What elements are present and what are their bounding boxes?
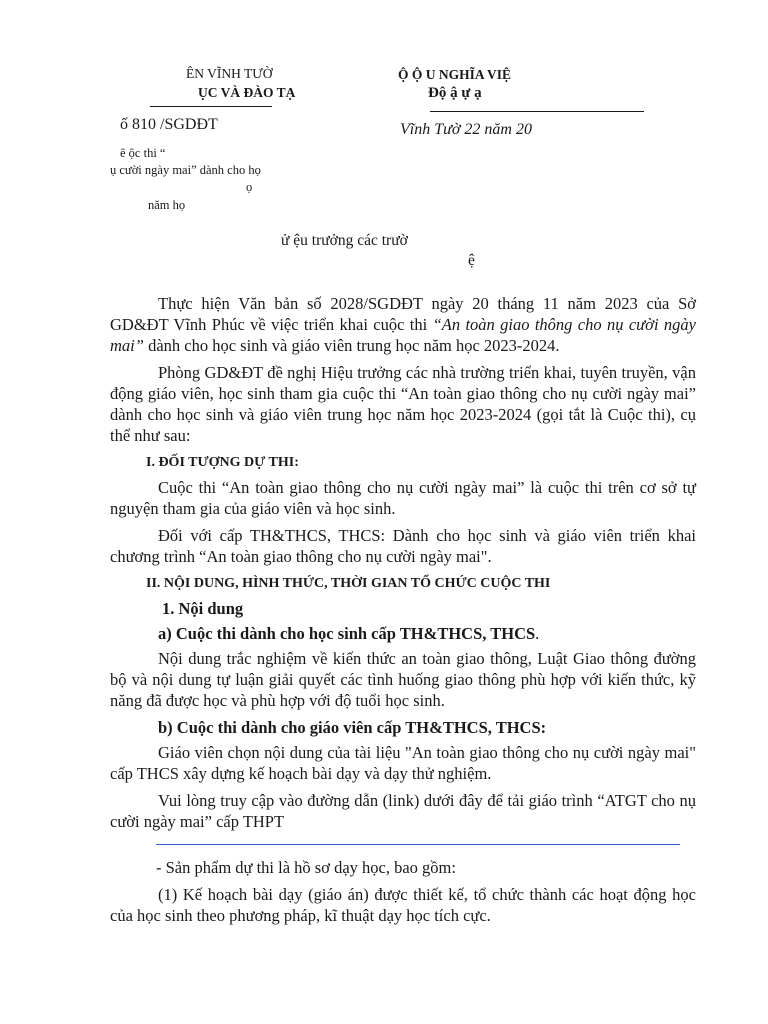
issuing-authority: ÊN VĨNH TƯỜ	[186, 66, 273, 81]
paragraph-lesson-plan: (1) Kế hoạch bài dạy (giáo án) được thiết kế, tổ chức thành các hoạt động học của học sinh theo phương pháp, kĩ thuật dạy học tích cực.	[110, 885, 696, 925]
subsection-a-title	[110, 623, 696, 644]
intro-text: Thực hiện Văn bản số 2028/SGDĐT ngày 20 tháng 11 năm 2023 của Sở GD&ĐT Vĩnh Phúc về việc triển khai cuộc thi	[110, 294, 696, 334]
issuing-department: ỤC VÀ ĐÀO TẠ	[198, 85, 296, 100]
paragraph-submission: - Sản phẩm dự thi là hồ sơ dạy học, bao gồm:	[156, 858, 456, 877]
header-rule-right	[430, 111, 644, 112]
paragraph-intro	[110, 293, 696, 356]
document-number: ố 810 /SGDĐT	[120, 116, 218, 133]
subject-line-4: năm họ	[148, 198, 186, 212]
subject-line-1: ê ộc thi “	[120, 146, 166, 160]
subsection-b-title: b) Cuộc thi dành cho giáo viên cấp TH&THCS, THCS:	[158, 718, 547, 737]
paragraph-target-level: Đối với cấp TH&THCS, THCS: Dành cho học sinh và giáo viên triển khai chương trình “An toàn giao thông cho nụ cười ngày mai".	[110, 526, 696, 566]
subsection-1-title: 1. Nội dung	[162, 599, 244, 618]
header-rule-left	[150, 106, 272, 107]
intro-text-end: dành cho học sinh và giáo viên trung học năm học 2023-2024.	[143, 336, 560, 355]
paragraph-proposal: Phòng GD&ĐT đề nghị Hiệu trưởng các nhà trường triển khai, tuyên truyền, vận động giáo viên, học sinh tham gia cuộc thi “An toàn giao thông cho nụ cười ngày mai” dành cho học sinh và giáo viên trung học năm học 2023-2024 (gọi tắt là Cuộc thi), cụ thể như sau:	[110, 363, 696, 445]
paragraph-contest-nature: Cuộc thi “An toàn giao thông cho nụ cười ngày mai” là cuộc thi trên cơ sở tự nguyện tham gia của giáo viên và học sinh.	[110, 478, 696, 518]
section-2-title: II. NỘI DUNG, HÌNH THỨC, THỜI GIAN TỔ CHỨC CUỘC THI	[146, 576, 551, 591]
subject-line-3: ọ	[246, 180, 253, 194]
subject-line-2: ụ cười ngày mai” dành cho họ	[110, 163, 261, 177]
subsection-a-text: a) Cuộc thi dành cho học sinh cấp TH&THCS, THCS	[158, 624, 536, 643]
paragraph-download-link: Vui lòng truy cập vào đường dẫn (link) dưới đây để tải giáo trình “ATGT cho nụ cười ngày mai” cấp THPT	[110, 791, 696, 831]
paragraph-student-content: Nội dung trắc nghiệm về kiến thức an toàn giao thông, Luật Giao thông đường bộ và nội dung tự luận giải quyết các tình huống giao thông phù hợp với kiến thức, kỹ năng đã được học và phù hợp với độ tuổi học sinh.	[110, 649, 696, 710]
subsection-a-dot: .	[535, 624, 540, 643]
national-title: Ộ Ộ U NGHĨA VIỆ	[398, 67, 512, 82]
paragraph-teacher-content: Giáo viên chọn nội dung của tài liệu "An toàn giao thông cho nụ cười ngày mai" cấp THCS xây dựng kế hoạch bài dạy và dạy thử nghiệm.	[110, 743, 696, 783]
section-1-title: I. ĐỐI TƯỢNG DỰ THI:	[146, 455, 299, 470]
place-date: Vĩnh Tườ 22 năm 20	[400, 121, 532, 138]
document-body	[110, 293, 696, 932]
contest-name-italic: “An toàn giao thông cho nụ cười ngày mai”	[110, 315, 696, 355]
recipient-line-2: ệ	[468, 252, 475, 269]
recipient-line: ử ệu trưởng các trườ	[281, 232, 408, 249]
national-motto: Độ ậ ự ạ	[428, 85, 482, 101]
hyperlink-underline[interactable]	[156, 844, 680, 845]
